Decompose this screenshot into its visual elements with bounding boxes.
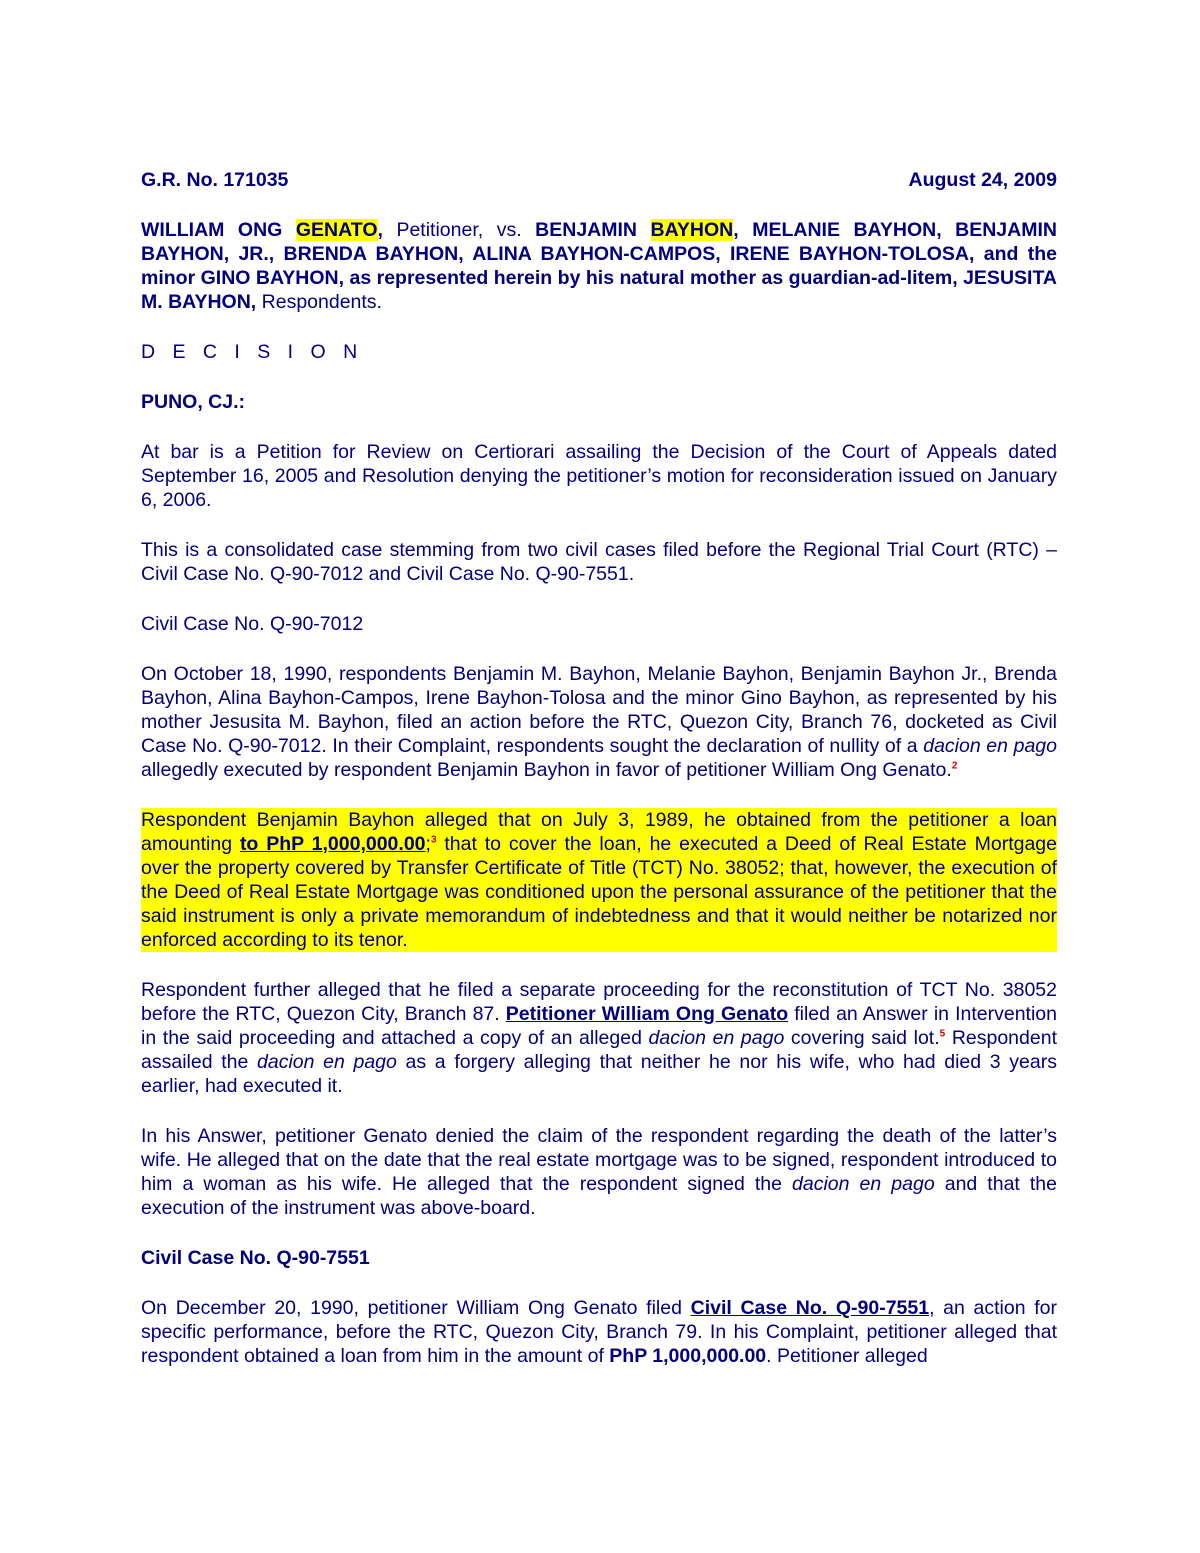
gr-number: G.R. No. 171035	[141, 169, 289, 191]
respondent-first-name: BENJAMIN	[535, 219, 651, 241]
paragraph-8	[141, 1296, 1057, 1368]
paragraph-1: At bar is a Petition for Review on Certiorari assailing the Decision of the Court of Appeals dated September 16, 2005 and Resolution denying the petitioner’s motion for reconsideration issued on January 6, 2006.	[141, 441, 1057, 511]
document-page	[141, 168, 1057, 1368]
respondents-list: , MELANIE BAYHON, BENJAMIN BAYHON, JR., BRENDA BAYHON, ALINA BAYHON-CAMPOS, IRENE BAYHON-TOLOSA, and the minor GINO BAYHON, as represented herein by his natural mother as guardian-ad-litem, JESUSITA M. BAYHON,	[141, 219, 1057, 313]
footnote-3-link[interactable]: 3	[430, 834, 437, 846]
p4-italic: dacion en pago	[923, 735, 1057, 757]
p5-text-a: Respondent Benjamin Bayhon alleged that on July 3, 1989, he obtained from the petitioner a loan amounting	[141, 809, 1057, 855]
caption-comma: ,	[377, 219, 383, 241]
p7-text-a: In his Answer, petitioner Genato denied the claim of the respondent regarding the death of the latter’s wife. He alleged that on the date that the real estate mortgage was to be signed, respondent introduced to him a woman as his wife. He alleged that the respondent signed the	[141, 1125, 1057, 1195]
p4-text-a: On October 18, 1990, respondents Benjamin M. Bayhon, Melanie Bayhon, Benjamin Bayhon Jr., Brenda Bayhon, Alina Bayhon-Campos, Irene Bayhon-Tolosa and the minor Gino Bayhon, as represented by his mother Jesusita M. Bayhon, filed an action before the RTC, Quezon City, Branch 76, docketed as Civil Case No. Q-90-7012. In their Complaint, respondents sought the declaration of nullity of a	[141, 663, 1057, 757]
p8-text-c: . Petitioner alleged	[766, 1345, 928, 1367]
respondent-surname-highlight: BAYHON	[650, 219, 734, 241]
p6-italic-2: dacion en pago	[257, 1051, 397, 1073]
decision-date: August 24, 2009	[908, 169, 1057, 191]
subheading-case-7551: Civil Case No. Q-90-7551	[141, 1247, 370, 1269]
paragraph-7	[141, 1124, 1057, 1220]
p5-semicolon: ;	[425, 833, 431, 855]
footnote-2-link[interactable]: 2	[951, 760, 958, 772]
case-caption	[141, 218, 1057, 314]
paragraph-4	[141, 662, 1057, 782]
case-header	[141, 168, 1057, 192]
p6-underlined-name: Petitioner William Ong Genato	[505, 1003, 789, 1025]
respondents-role: Respondents.	[256, 291, 382, 313]
p8-bold-amount: PhP 1,000,000.00	[609, 1345, 767, 1367]
petitioner-name: WILLIAM ONG	[141, 219, 296, 241]
p8-underlined-case: Civil Case No. Q-90-7551	[690, 1297, 930, 1319]
paragraph-6	[141, 978, 1057, 1098]
petitioner-surname-highlight: GENATO	[295, 219, 378, 241]
ponente	[141, 390, 1057, 414]
p6-text-d: Respondent assailed the	[141, 1027, 1057, 1073]
p4-text-b: allegedly executed by respondent Benjamin Bayhon in favor of petitioner William Ong Genato.	[141, 759, 952, 781]
footnote-5-link[interactable]: 5	[939, 1028, 946, 1040]
p6-text-e: as a forgery alleging that neither he nor his wife, who had died 3 years earlier, had executed it.	[141, 1051, 1057, 1097]
p6-text-a: Respondent further alleged that he filed a separate proceeding for the reconstitution of TCT No. 38052 before the RTC, Quezon City, Branch 87.	[141, 979, 1057, 1025]
subheading-case-7012: Civil Case No. Q-90-7012	[141, 613, 364, 635]
p7-text-b: and that the execution of the instrument was above-board.	[141, 1173, 1057, 1219]
p6-text-c: covering said lot.	[784, 1027, 940, 1049]
p8-text-b: , an action for specific performance, before the RTC, Quezon City, Branch 79. In his Complaint, petitioner alleged that respondent obtained a loan from him in the amount of	[141, 1297, 1058, 1367]
p8-text-a: On December 20, 1990, petitioner William Ong Genato filed	[141, 1297, 691, 1319]
ponente-text: PUNO, CJ.:	[141, 391, 246, 413]
p7-italic: dacion en pago	[792, 1173, 935, 1195]
paragraph-5-highlighted	[141, 808, 1057, 952]
decision-label: D E C I S I O N	[141, 341, 364, 363]
p5-underlined-amount: to PhP 1,000,000.00	[239, 833, 426, 855]
p6-text-b: filed an Answer in Intervention in the said proceeding and attached a copy of an alleged	[141, 1003, 1057, 1049]
paragraph-2: This is a consolidated case stemming from two civil cases filed before the Regional Trial Court (RTC) – Civil Case No. Q-90-7012 and Civil Case No. Q-90-7551.	[141, 539, 1057, 585]
petitioner-role: Petitioner, vs.	[382, 219, 536, 241]
p6-italic-1: dacion en pago	[648, 1027, 785, 1049]
p5-text-b: that to cover the loan, he executed a Deed of Real Estate Mortgage over the property covered by Transfer Certificate of Title (TCT) No. 38052; that, however, the execution of the Deed of Real Estate Mortgage was conditioned upon the personal assurance of the petitioner that the said instrument is only a private memorandum of indebtedness and that it would neither be notarized nor enforced according to its tenor.	[141, 833, 1057, 951]
